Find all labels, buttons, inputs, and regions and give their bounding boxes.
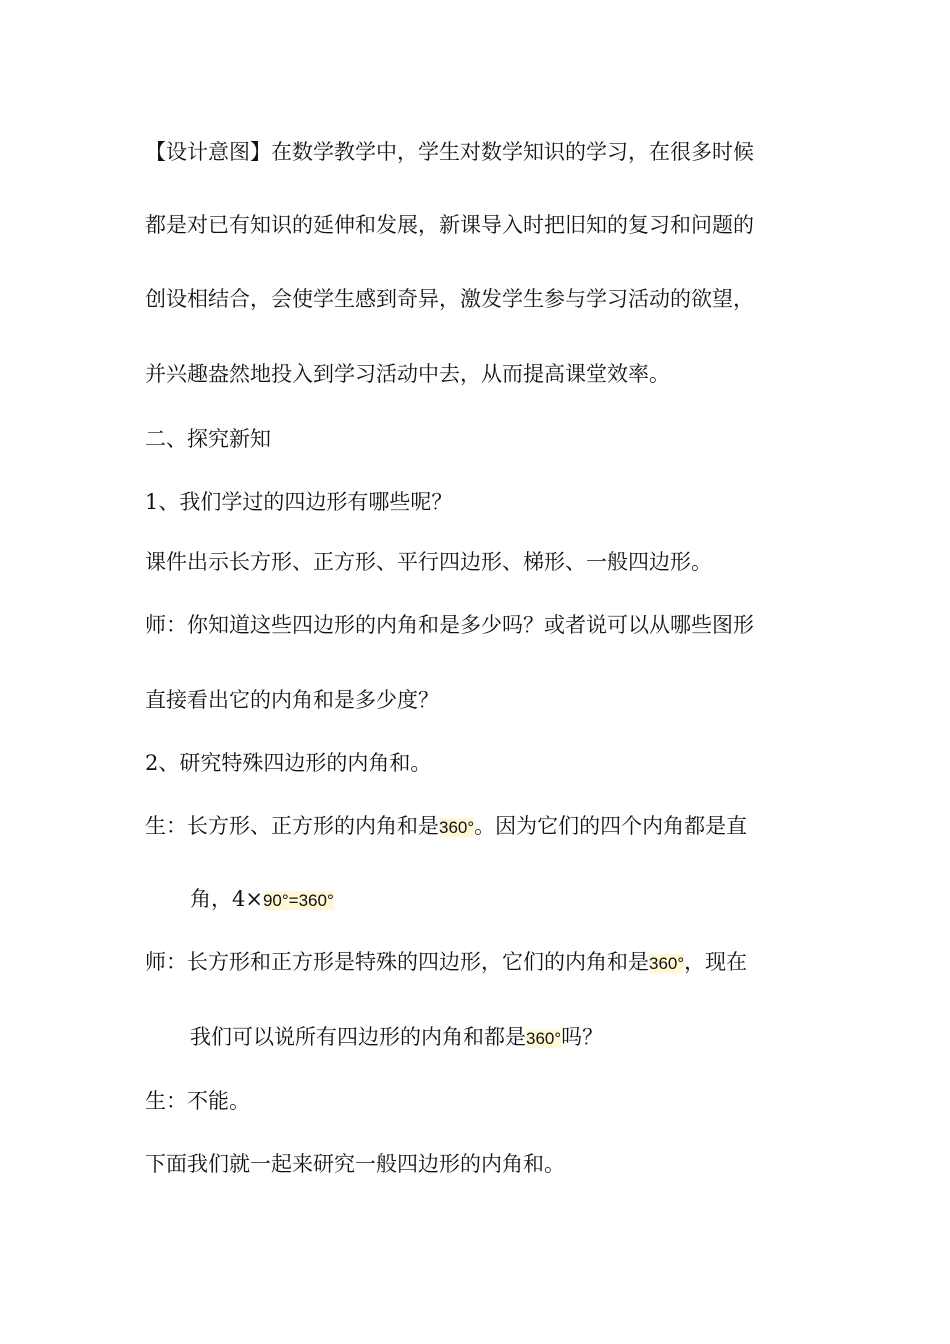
text-segment: 吗？ — [561, 1025, 604, 1049]
highlighted-value: 360° — [526, 1029, 562, 1048]
teacher-question-line-2: 直接看出它的内角和是多少度？ — [145, 688, 439, 712]
question-2: 2、研究特殊四边形的内角和。 — [145, 751, 432, 775]
courseware-display: 课件出示长方形、正方形、平行四边形、梯形、一般四边形。 — [145, 550, 712, 574]
text-segment: 师：长方形和正方形是特殊的四边形，它们的内角和是 — [145, 950, 649, 974]
closing-statement: 下面我们就一起来研究一般四边形的内角和。 — [145, 1152, 565, 1176]
teacher-statement-line-2 — [190, 1022, 870, 1054]
text-segment: 我们可以说所有四边形的内角和都是 — [190, 1025, 526, 1049]
student-answer-line-2 — [190, 884, 870, 916]
text-segment: ，现在 — [684, 950, 748, 974]
highlighted-value: 90°=360° — [262, 891, 334, 910]
highlighted-value: 360° — [649, 954, 685, 973]
section-heading: 二、探究新知 — [145, 427, 271, 451]
question-1: 1、我们学过的四边形有哪些呢？ — [145, 490, 453, 514]
student-answer-line-1 — [145, 811, 825, 843]
teacher-statement-line-1 — [145, 947, 825, 979]
paragraph-design-intent-line-4: 并兴趣盎然地投入到学习活动中去，从而提高课堂效率。 — [145, 362, 670, 386]
teacher-question-line-1: 师：你知道这些四边形的内角和是多少吗？或者说可以从哪些图形 — [145, 613, 754, 637]
paragraph-design-intent-line-1: 【设计意图】在数学教学中，学生对数学知识的学习，在很多时候 — [145, 140, 754, 164]
text-segment: 。因为它们的四个内角都是直 — [474, 814, 748, 838]
highlighted-value: 360° — [439, 818, 475, 837]
text-segment: 角，4× — [190, 887, 263, 911]
paragraph-design-intent-line-2: 都是对已有知识的延伸和发展，新课导入时把旧知的复习和问题的 — [145, 213, 754, 237]
student-reply: 生：不能。 — [145, 1089, 250, 1113]
text-segment: 生：长方形、正方形的内角和是 — [145, 814, 439, 838]
paragraph-design-intent-line-3: 创设相结合，会使学生感到奇异，激发学生参与学习活动的欲望， — [145, 287, 754, 311]
